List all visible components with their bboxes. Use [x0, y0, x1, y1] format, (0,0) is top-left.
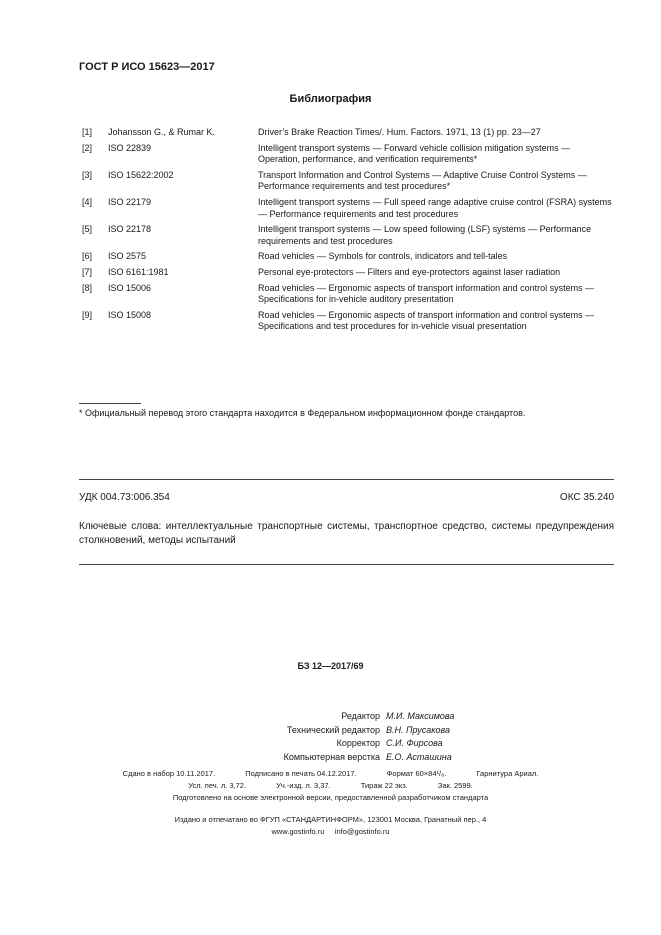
credit-row: [0, 751, 550, 765]
credit-row: [0, 737, 550, 751]
credit-role: Технический редактор: [286, 724, 380, 735]
credit-role: Корректор: [336, 738, 380, 749]
bibliography-list: [82, 127, 614, 337]
credit-role: Редактор: [341, 711, 380, 721]
credit-name: М.И. Максимова: [386, 711, 455, 721]
bz-number: БЗ 12—2017/69: [297, 661, 364, 671]
bib-num: [2]: [82, 142, 93, 153]
imprint-row: [0, 768, 661, 780]
bib-entry: [82, 170, 614, 193]
divider-bottom: [79, 564, 614, 565]
bib-text: Road vehicles — Ergonomic aspects of transport information and control systems — Specifications for in-vehicle auditory presentation: [258, 282, 595, 305]
standard-number: ГОСТ Р ИСО 15623—2017: [79, 61, 215, 73]
publisher-contacts: [0, 826, 661, 838]
keywords: Ключевые слова: интеллектуальные транспортные системы, транспортное средство, системы предупреждения столкновений, методы испытаний: [79, 521, 614, 546]
bib-ref: ISO 2575: [108, 251, 147, 262]
imprint: [0, 768, 661, 804]
imprint-row: [0, 780, 661, 792]
bib-entry: [82, 224, 614, 247]
bib-num: [6]: [82, 251, 93, 262]
bib-text: Road vehicles — Ergonomic aspects of transport information and control systems — Specifications and test procedures for in-vehicle visual presentation: [258, 309, 595, 332]
bib-ref: ISO 22178: [108, 224, 152, 235]
bib-text: Driver’s Brake Reaction Times/. Hum. Factors. 1971, 13 (1) pp. 23—27: [258, 127, 541, 137]
credit-role: Компьютерная верстка: [283, 751, 380, 762]
bibliography-title: Библиография: [289, 93, 372, 105]
bib-entry: [82, 143, 614, 166]
imprint-signed: Подписано в печать 04.12.2017.: [245, 769, 357, 778]
publisher-email[interactable]: info@gostinfo.ru: [334, 827, 390, 836]
credit-name: В.Н. Прусакова: [386, 724, 450, 735]
credit-row: [0, 710, 550, 724]
bib-text: Transport Information and Control Systems — Adaptive Cruise Control Systems — Performance requirements and test procedures*: [258, 169, 587, 192]
bib-entry: [82, 283, 614, 306]
bib-num: [4]: [82, 196, 93, 207]
bib-text: Intelligent transport systems — Low speed following (LSF) systems — Performance requirements and test procedures: [258, 224, 592, 246]
imprint-submitted: Сдано в набор 10.11.2017.: [122, 769, 216, 778]
bib-entry: [82, 127, 614, 139]
publisher-line: Издано и отпечатано во ФГУП «СТАНДАРТИНФОРМ», 123001 Москва, Гранатный пер., 4: [174, 815, 487, 824]
imprint-font: Гарнитура Ариал.: [476, 769, 539, 778]
bib-text: Personal eye-protectors — Filters and eye-protectors against laser radiation: [258, 266, 561, 277]
divider-top: [79, 479, 614, 480]
imprint-prepared: Подготовлено на основе электронной версии, предоставленной разработчиком стандарта: [172, 793, 489, 802]
credits: [0, 710, 550, 764]
bib-num: [1]: [82, 127, 93, 137]
bib-ref: ISO 6161:1981: [108, 266, 169, 277]
bib-num: [3]: [82, 169, 93, 180]
bib-ref: ISO 22839: [108, 142, 152, 153]
bib-num: [9]: [82, 309, 93, 320]
credit-name: Е.О. Асташина: [386, 751, 452, 762]
bib-entry: [82, 197, 614, 220]
imprint-run: Тираж 22 экз.: [360, 781, 408, 790]
bib-ref: ISO 15622:2002: [108, 169, 174, 180]
bib-entry: [82, 310, 614, 333]
imprint-pub-sheets: Уч.-изд. л. 3,37.: [276, 781, 331, 790]
bib-text: Intelligent transport systems — Full speed range adaptive cruise control (FSRA) systems — Performance requirements and test procedures: [258, 196, 612, 219]
footnote-rule: [79, 403, 141, 404]
bib-num: [7]: [82, 266, 93, 277]
bib-num: [5]: [82, 224, 93, 235]
udk-code: УДК 004.73:006.354: [79, 492, 170, 503]
bib-ref: ISO 22179: [108, 196, 152, 207]
credit-row: [0, 724, 550, 738]
footnote: * Официальный перевод этого стандарта находится в Федеральном информационном фонде стандартов.: [79, 408, 526, 418]
publisher: [0, 814, 661, 838]
oks-code: ОКС 35.240: [559, 492, 614, 503]
bib-ref: ISO 15006: [108, 282, 152, 293]
bib-text: Road vehicles — Symbols for controls, indicators and tell-tales: [258, 251, 508, 262]
bib-ref: Johansson G., & Rumar K.: [108, 127, 216, 137]
imprint-format: Формат 60×84¹/₈.: [386, 769, 447, 778]
bib-text: Intelligent transport systems — Forward vehicle collision mitigation systems — Operation, performance, and verification requirements*: [258, 142, 571, 165]
bib-entry: [82, 251, 614, 263]
publisher-web[interactable]: www.gostinfo.ru: [271, 827, 325, 836]
imprint-order: Зак. 2599.: [437, 781, 473, 790]
bib-ref: ISO 15008: [108, 309, 152, 320]
credit-name: С.И. Фирсова: [386, 738, 443, 749]
imprint-print-sheets: Усл. печ. л. 3,72.: [188, 781, 247, 790]
bib-entry: [82, 267, 614, 279]
bib-num: [8]: [82, 282, 93, 293]
